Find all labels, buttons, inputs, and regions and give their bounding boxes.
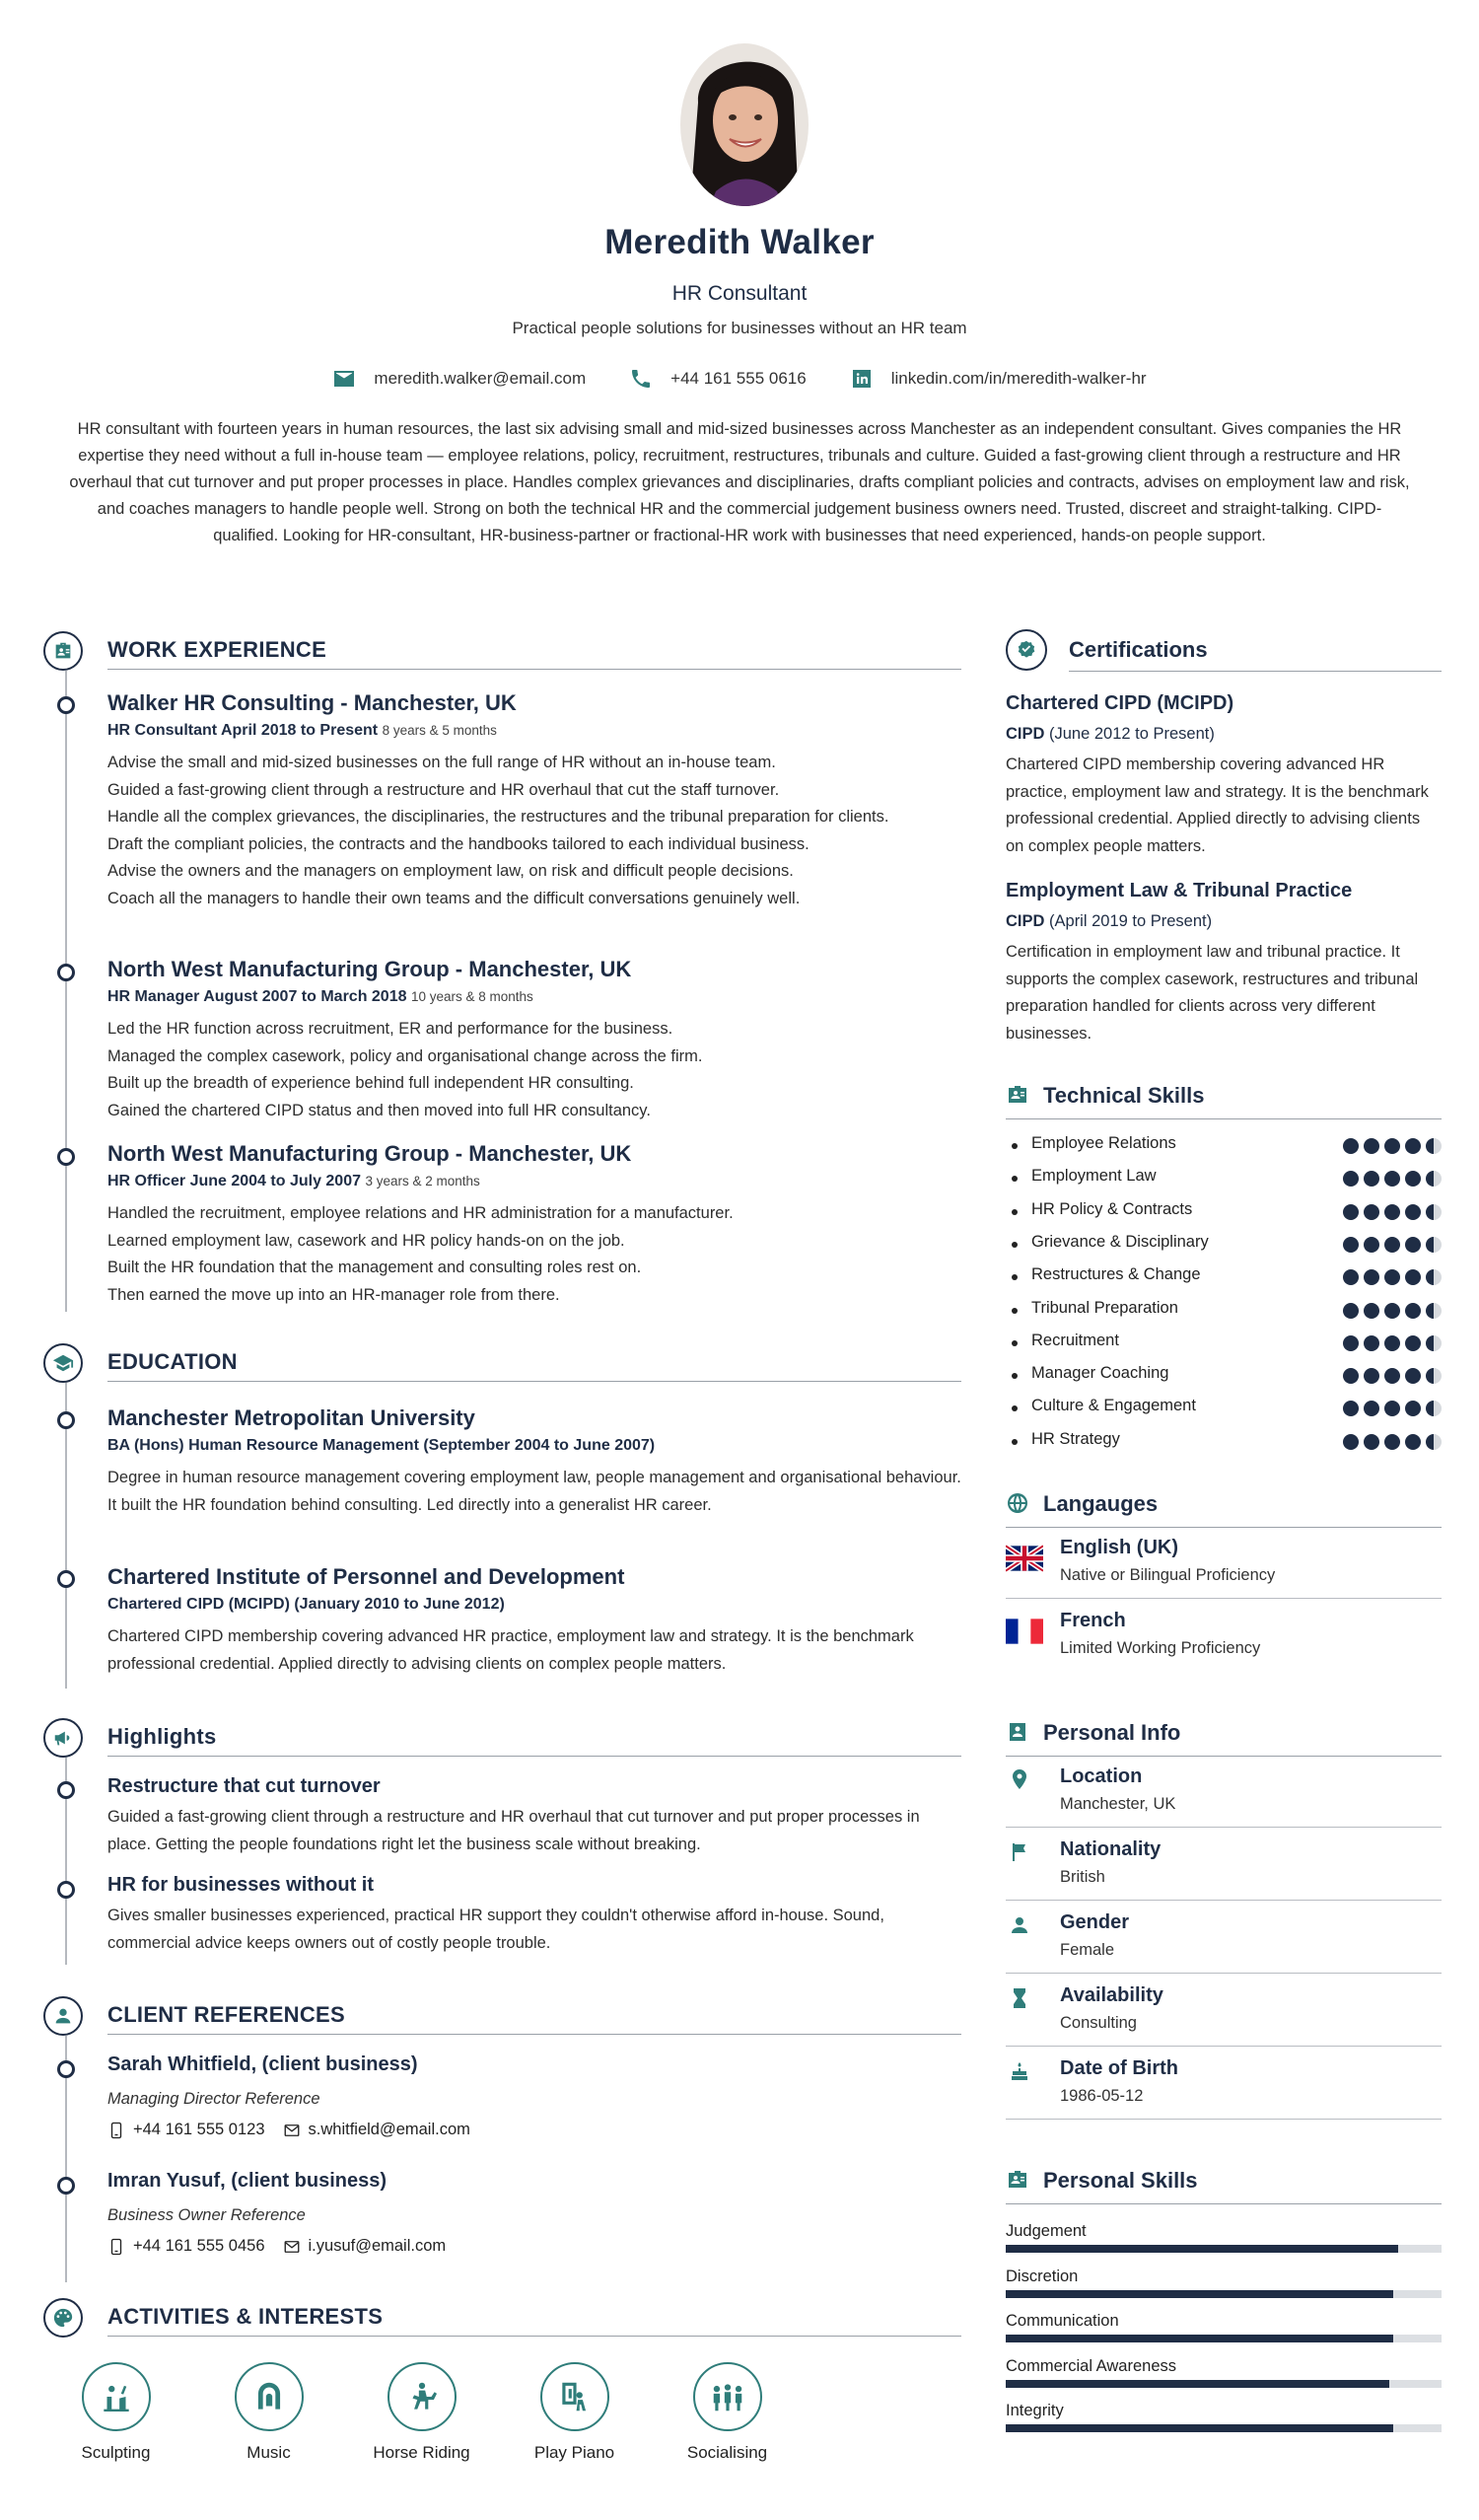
skill-rating [1343,1368,1442,1384]
language-level: Native or Bilingual Proficiency [1060,1566,1276,1584]
rating-dot [1426,1269,1442,1285]
personal-skill-item [1006,2312,1442,2342]
timeline-dot [57,1411,75,1429]
certification-issuer: CIPD (June 2012 to Present) [1006,725,1215,743]
job-title: HR Consultant [671,282,808,305]
job-company: North West Manufacturing Group - Manchester, UK [107,1141,632,1166]
certification-entry [1006,692,1442,860]
phone-text[interactable]: +44 161 555 0616 [670,369,807,388]
info-label: Location [1060,1765,1143,1787]
divider [1006,2046,1442,2047]
personal-skill-item [1006,2402,1442,2432]
rating-dot [1343,1171,1359,1187]
bullet-icon [1012,1143,1018,1149]
rating-dot [1405,1434,1421,1450]
info-value: Consulting [1060,2014,1137,2032]
timeline-dot [57,964,75,981]
mobile-phone-icon [107,2238,125,2256]
rating-dot [1343,1368,1359,1384]
technical-skill-item [1006,1299,1442,1323]
reference-role: Managing Director Reference [107,2090,320,2108]
reference-phone[interactable]: +44 161 555 0456 [107,2237,265,2256]
skill-rating [1343,1138,1442,1154]
technical-skill-item [1006,1265,1442,1289]
reference-contacts [107,2237,961,2256]
divider [1006,1973,1442,1974]
section-divider [107,2034,961,2035]
skill-name: Discretion [1006,2267,1079,2285]
france-flag-icon [1006,1618,1043,1645]
timeline-dot [57,1148,75,1166]
bullet-icon [1012,1242,1018,1248]
certification-description: Certification in employment law and tribunal practice. It supports the complex casework, restructures and tribunal preparation handled for clients across very different businesses. [1006,943,1419,1043]
certifications-title: Certifications [1069,637,1208,662]
hourglass-icon [1008,1986,1031,2010]
job-company: Walker HR Consulting - Manchester, UK [107,690,517,715]
reference-contacts [107,2121,961,2139]
language-name: French [1060,1610,1126,1631]
skill-rating [1343,1204,1442,1220]
rating-dot [1364,1434,1379,1450]
skill-bar-fill [1006,2335,1393,2342]
education-entry [107,1564,961,1678]
rating-dot [1364,1237,1379,1253]
technical-skill-item [1006,1134,1442,1158]
rating-dot [1384,1237,1400,1253]
personal-info-title: Personal Info [1043,1720,1181,1745]
skill-bar-fill [1006,2290,1393,2298]
skill-bar [1006,2245,1442,2253]
rating-dot [1364,1204,1379,1220]
timeline-dot [57,1781,75,1799]
languages-title: Langauges [1043,1491,1159,1516]
info-value: Manchester, UK [1060,1795,1176,1813]
id-badge-icon [1006,2168,1029,2192]
job-company: North West Manufacturing Group - Manchester, UK [107,957,632,981]
profile-summary: HR consultant with fourteen years in human resources, the last six advising small and mid-sized businesses across Manchester as an independent consultant. Gives companies the HR expertise they need without a full in-house team — employee relations, policy, recruitment, restructures, tribunals and culture. Guided a fast-growing client through a restructure and HR overhaul that cut turnover and put proper processes in place. Handles complex grievances and disciplinaries, drafts compliant policies and contracts, advises on employment law and risk, and coaches managers to handle people well. Strong on both the technical HR and the commercial judgement business owners need. Trusted, discreet and straight-talking. CIPD-qualified. Looking for HR-consultant, HR-business-partner or fractional-HR work with businesses that need experienced, hands-on people support. [69,420,1410,544]
degree-info: Chartered CIPD (MCIPD) (January 2010 to June 2012) [107,1596,505,1613]
info-label: Nationality [1060,1838,1162,1860]
divider [1006,1598,1442,1599]
bullet-icon [1012,1373,1018,1379]
rating-dot [1384,1368,1400,1384]
certification-title: Chartered CIPD (MCIPD) [1006,692,1234,714]
flag-icon [1008,1840,1031,1864]
rating-dot [1384,1335,1400,1351]
education-description: Degree in human resource management covering employment law, people management and organisational behaviour. It built the HR foundation behind consulting. Led directly into a generalist HR career. [107,1469,961,1514]
interest-item [192,2362,345,2463]
rating-dot [1426,1237,1442,1253]
section-divider [1006,2203,1442,2204]
activities-header [39,2298,961,2343]
highlight-description: Guided a fast-growing client through a restructure and HR overhaul that cut turnover and put proper processes in place. Getting the people foundations right let the business scale without breaking. [107,1808,920,1853]
timeline-dot [57,2060,75,2078]
reference-name: Sarah Whitfield, (client business) [107,2053,418,2075]
job-entry [107,1141,961,1309]
reference-email[interactable]: i.yusuf@email.com [283,2237,447,2256]
briefcase-icon [43,631,83,671]
section-divider [1006,1118,1442,1119]
education-description: Chartered CIPD membership covering advanced HR practice, employment law and strategy. It is the benchmark professional credential. Applied directly to advising clients on complex people matters. [107,1627,914,1673]
bullet-icon [1012,1176,1018,1182]
rating-dot [1405,1335,1421,1351]
rating-dot [1343,1269,1359,1285]
contact-row [0,367,1479,391]
skill-rating [1343,1335,1442,1351]
certification-issuer: CIPD (April 2019 to Present) [1006,912,1213,930]
skill-rating [1343,1434,1442,1450]
references-title: CLIENT REFERENCES [107,2002,346,2027]
section-divider [1006,1527,1442,1528]
reference-phone[interactable]: +44 161 555 0123 [107,2121,265,2139]
school-name: Manchester Metropolitan University [107,1405,475,1430]
graduation-cap-icon [43,1343,83,1383]
section-divider [107,669,961,670]
technical-skill-item [1006,1430,1442,1454]
skill-name: Integrity [1006,2402,1064,2419]
rating-dot [1405,1171,1421,1187]
section-divider [107,1756,961,1757]
degree-info: BA (Hons) Human Resource Management (September 2004 to June 2007) [107,1437,656,1454]
divider [1006,1900,1442,1901]
highlight-entry [107,1775,961,1858]
socialising-icon [693,2362,762,2431]
work-timeline [65,671,67,1312]
rating-dot [1405,1401,1421,1416]
skill-bar [1006,2380,1442,2388]
id-badge-icon [1006,1083,1029,1107]
job-duration: 10 years & 8 months [410,989,533,1004]
timeline-dot [57,2177,75,2195]
skill-name: Employment Law [1031,1167,1157,1186]
music-icon [235,2362,304,2431]
skill-name: HR Strategy [1031,1429,1120,1448]
interest-item [651,2362,804,2463]
reference-email[interactable]: s.whitfield@email.com [283,2121,470,2139]
rating-dot [1343,1303,1359,1319]
section-divider [1006,1756,1442,1757]
email-text[interactable]: meredith.walker@email.com [374,369,587,388]
interest-label: Horse Riding [373,2443,470,2462]
rating-dot [1405,1138,1421,1154]
globe-icon [1006,1491,1029,1515]
interest-item [39,2362,192,2463]
skill-bar [1006,2424,1442,2432]
bullet-icon [1012,1340,1018,1346]
rating-dot [1426,1335,1442,1351]
skill-name: Commercial Awareness [1006,2356,1177,2375]
rating-dot [1384,1138,1400,1154]
highlight-entry [107,1874,961,1957]
interest-label: Play Piano [533,2443,615,2462]
certification-entry [1006,880,1442,1047]
skill-name: Manager Coaching [1031,1364,1169,1383]
skill-rating [1343,1237,1442,1253]
interest-label: Sculpting [81,2443,151,2462]
skill-name: Culture & Engagement [1031,1397,1196,1415]
info-label: Availability [1060,1984,1163,2006]
uk-flag-icon [1006,1545,1043,1572]
candidate-name: Meredith Walker [604,223,875,261]
activities-title: ACTIVITIES & INTERESTS [107,2304,384,2329]
reference-entry [107,2053,961,2139]
skill-bar-fill [1006,2380,1389,2388]
timeline-dot [57,1570,75,1588]
person-icon [43,1996,83,2036]
job-role: HR Consultant April 2018 to Present 8 years & 5 months [107,722,497,739]
palette-icon [43,2298,83,2338]
linkedin-text[interactable]: linkedin.com/in/meredith-walker-hr [890,369,1147,388]
skill-bar [1006,2335,1442,2342]
timeline-dot [57,696,75,714]
rating-dot [1405,1237,1421,1253]
interests-list [39,2362,804,2463]
bullet-icon [1012,1439,1018,1445]
tagline: Practical people solutions for businesses without an HR team [512,319,967,337]
sculpting-icon [82,2362,151,2431]
work-experience-header [39,631,961,677]
info-label: Date of Birth [1060,2057,1178,2079]
rating-dot [1405,1368,1421,1384]
personal-skill-item [1006,2357,1442,2388]
certificate-badge-icon [1006,629,1047,671]
person-icon [1008,1913,1031,1937]
technical-skills-title: Technical Skills [1043,1083,1205,1108]
rating-dot [1384,1171,1400,1187]
references-header [39,1996,961,2042]
skill-rating [1343,1401,1442,1416]
technical-skill-item [1006,1233,1442,1257]
skill-rating [1343,1171,1442,1187]
cake-icon [1008,2059,1031,2083]
highlight-description: Gives smaller businesses experienced, practical HR support they couldn't otherwise afford in-house. Sound, commercial advice keeps owners out of costly people trouble. [107,1907,884,1952]
envelope-icon [283,2238,301,2256]
timeline-dot [57,1881,75,1899]
rating-dot [1364,1171,1379,1187]
rating-dot [1426,1138,1442,1154]
rating-dot [1384,1401,1400,1416]
rating-dot [1384,1204,1400,1220]
skill-rating [1343,1303,1442,1319]
profile-photo [680,43,809,206]
skill-name: Grievance & Disciplinary [1031,1232,1209,1251]
skill-name: Restructures & Change [1031,1265,1201,1284]
rating-dot [1364,1368,1379,1384]
rating-dot [1343,1237,1359,1253]
job-description: Advise the small and mid-sized businesses on the full range of HR without an in-house team. Guided a fast-growing client through a restructure and HR overhaul that cut the staff turnover. Handle all the complex grievances, the disciplinaries, the restructures and the tribunal preparation for clients. Draft the compliant policies, the contracts and the handbooks tailored to each individual business. Advise the owners and the managers on employment law, on risk and difficult people decisions. Coach all the managers to handle their own teams and the difficult conversations genuinely well. [107,754,889,907]
technical-skill-item [1006,1397,1442,1420]
rating-dot [1343,1434,1359,1450]
rating-dot [1405,1303,1421,1319]
certification-description: Chartered CIPD membership covering advanced HR practice, employment law and strategy. It is the benchmark professional credential. Applied directly to advising clients on complex people matters. [1006,756,1429,855]
rating-dot [1426,1434,1442,1450]
job-role: HR Officer June 2004 to July 2007 3 years & 2 months [107,1173,480,1189]
interest-label: Socialising [686,2443,768,2462]
reference-entry [107,2170,961,2256]
language-level: Limited Working Proficiency [1060,1639,1261,1657]
job-entry [107,957,961,1124]
highlight-title: HR for businesses without it [107,1874,375,1896]
rating-dot [1343,1138,1359,1154]
rating-dot [1426,1401,1442,1416]
bullet-icon [1012,1209,1018,1215]
info-value: 1986-05-12 [1060,2087,1144,2105]
education-entry [107,1405,961,1519]
reference-name: Imran Yusuf, (client business) [107,2170,387,2192]
rating-dot [1426,1204,1442,1220]
technical-skill-item [1006,1364,1442,1388]
horse-riding-icon [387,2362,457,2431]
section-divider [107,1381,961,1382]
rating-dot [1405,1204,1421,1220]
skill-name: Judgement [1006,2222,1087,2240]
skill-name: Employee Relations [1031,1134,1176,1152]
rating-dot [1364,1269,1379,1285]
bullet-icon [1012,1308,1018,1314]
rating-dot [1426,1368,1442,1384]
technical-skill-item [1006,1332,1442,1355]
skill-rating [1343,1269,1442,1285]
technical-skill-item [1006,1167,1442,1190]
rating-dot [1384,1303,1400,1319]
rating-dot [1364,1335,1379,1351]
contact-card-icon [1006,1720,1029,1744]
personal-skills-title: Personal Skills [1043,2168,1198,2193]
technical-skill-item [1006,1200,1442,1224]
rating-dot [1343,1401,1359,1416]
job-entry [107,690,961,912]
rating-dot [1364,1401,1379,1416]
linkedin-icon [850,367,874,391]
job-duration: 8 years & 5 months [382,723,497,738]
bullet-icon [1012,1405,1018,1411]
divider [1006,2119,1442,2120]
divider [1006,1827,1442,1828]
job-description: Led the HR function across recruitment, ER and performance for the business. Managed the complex casework, policy and organisational change across the firm. Built up the breadth of experience behind full independent HR consulting. Gained the chartered CIPD status and then moved into full HR consultancy. [107,1020,703,1119]
rating-dot [1364,1138,1379,1154]
skill-bar-fill [1006,2245,1398,2253]
email-icon [332,367,356,391]
piano-icon [540,2362,609,2431]
interest-label: Music [246,2443,291,2462]
education-header [39,1343,961,1389]
highlights-header [39,1718,961,1764]
skill-name: Recruitment [1031,1331,1119,1349]
highlight-title: Restructure that cut turnover [107,1775,381,1797]
email-contact[interactable] [332,367,586,391]
info-label: Gender [1060,1911,1130,1933]
skill-name: Communication [1006,2312,1119,2330]
location-pin-icon [1008,1767,1031,1791]
megaphone-icon [43,1718,83,1758]
section-divider [1069,671,1442,672]
mobile-phone-icon [107,2122,125,2139]
rating-dot [1384,1269,1400,1285]
education-title: EDUCATION [107,1349,238,1374]
skill-name: Tribunal Preparation [1031,1298,1178,1317]
rating-dot [1364,1303,1379,1319]
highlights-title: Highlights [107,1724,217,1749]
info-value: British [1060,1868,1105,1886]
personal-skill-item [1006,2268,1442,2298]
rating-dot [1426,1171,1442,1187]
skill-name: HR Policy & Contracts [1031,1199,1193,1218]
language-name: English (UK) [1060,1537,1178,1558]
rating-dot [1343,1335,1359,1351]
rating-dot [1343,1204,1359,1220]
linkedin-contact[interactable] [850,367,1147,391]
reference-role: Business Owner Reference [107,2206,306,2224]
job-role: HR Manager August 2007 to March 2018 10 years & 8 months [107,988,533,1005]
info-value: Female [1060,1941,1115,1959]
rating-dot [1405,1269,1421,1285]
bullet-icon [1012,1274,1018,1280]
job-description: Handled the recruitment, employee relations and HR administration for a manufacturer. Learned employment law, casework and HR policy hands-on on the job. Built the HR foundation that the management and consulting roles rest on. Then earned the move up into an HR-manager role from there. [107,1204,734,1304]
certification-title: Employment Law & Tribunal Practice [1006,880,1353,901]
job-duration: 3 years & 2 months [365,1174,480,1188]
school-name: Chartered Institute of Personnel and Development [107,1564,625,1589]
interest-item [345,2362,498,2463]
skill-bar [1006,2290,1442,2298]
interest-item [498,2362,651,2463]
phone-contact[interactable] [629,367,807,391]
personal-skill-item [1006,2222,1442,2253]
rating-dot [1384,1434,1400,1450]
envelope-icon [283,2122,301,2139]
phone-icon [629,367,653,391]
skill-bar-fill [1006,2424,1393,2432]
work-experience-title: WORK EXPERIENCE [107,637,327,662]
section-divider [107,2336,961,2337]
rating-dot [1426,1303,1442,1319]
